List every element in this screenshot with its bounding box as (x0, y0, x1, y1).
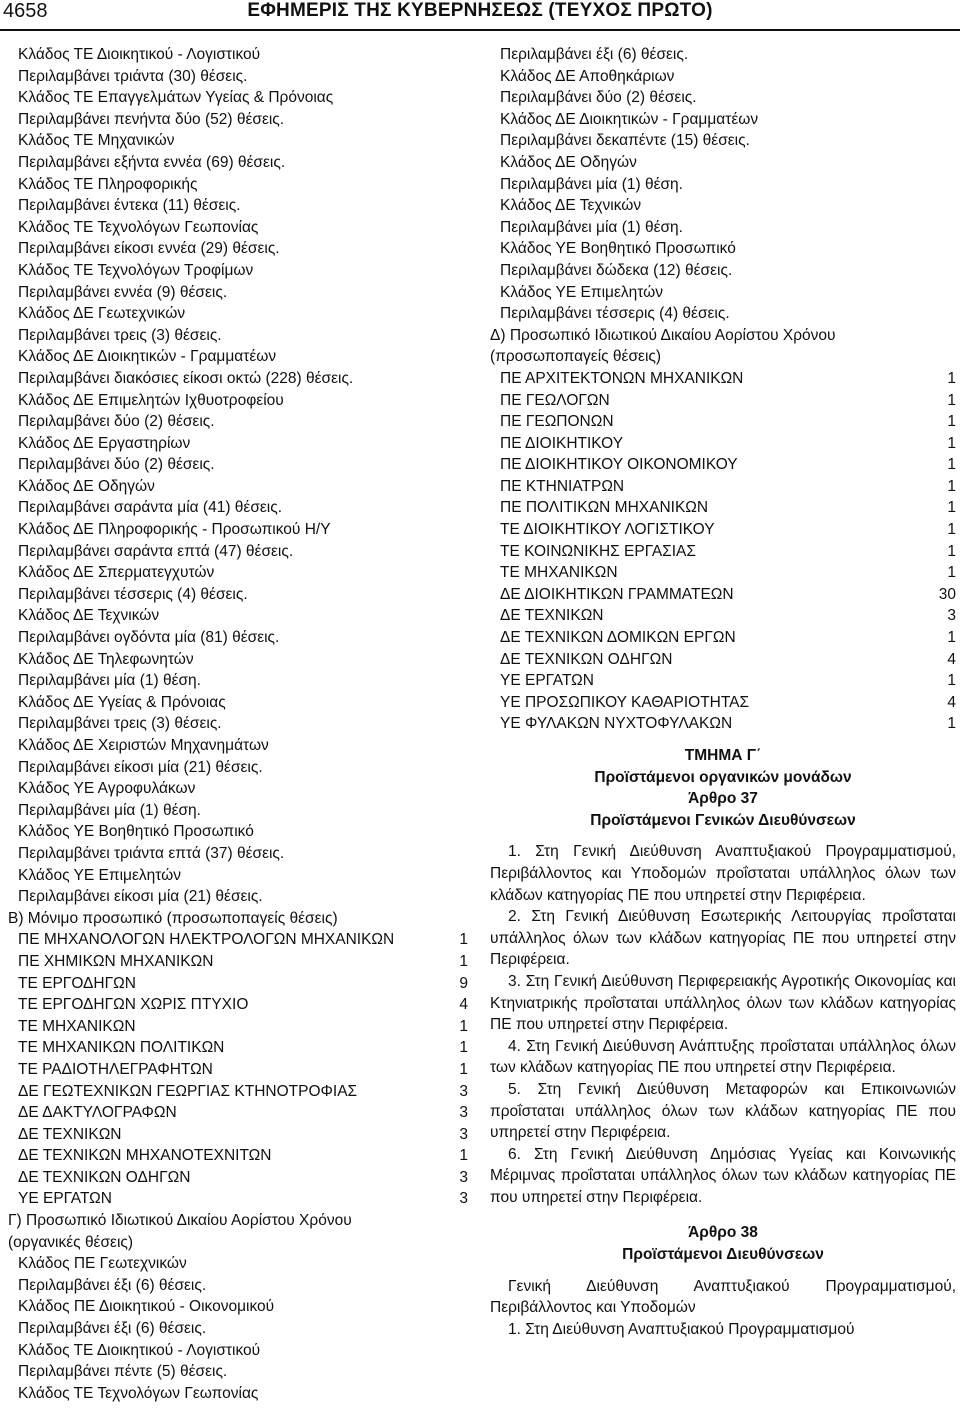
row-count: 1 (947, 672, 956, 690)
row-count: 1 (459, 1147, 468, 1165)
paragraph: 3. Στη Γενική Διεύθυνση Περιφερειακής Αγροτικής Οικονομίας και Κτηνιατρικής προΐσταται υπάλληλος όλων των κλάδων κατηγορίας ΠΕ που υπηρετεί στην Περιφέρεια. (490, 972, 956, 1034)
text-line: Περιλαμβάνει μία (1) θέση. (18, 801, 201, 819)
row-label: ΠΕ ΓΕΩΛΟΓΩΝ (500, 391, 610, 409)
text-line: Περιλαμβάνει δύο (2) θέσεις. (18, 456, 215, 474)
text-line: Περιλαμβάνει πέντε (5) θέσεις. (18, 1363, 228, 1381)
tmima-subtitle: Προϊστάμενοι οργανικών μονάδων (594, 768, 852, 786)
row-count: 9 (459, 974, 468, 992)
text-line: Περιλαμβάνει μία (1) θέση. (500, 218, 683, 236)
row-label: ΥΕ ΠΡΟΣΩΠΙΚΟΥ ΚΑΘΑΡΙΟΤΗΤΑΣ (500, 693, 750, 711)
text-line: Περιλαμβάνει πενήντα δύο (52) θέσεις. (18, 110, 285, 128)
paragraph: 2. Στη Γενική Διεύθυνση Εσωτερικής Λειτουργίας προΐσταται υπάλληλος όλων των κλάδων κατηγορίας ΠΕ που υπηρετεί στην Περιφέρεια. (490, 908, 956, 969)
row-count: 30 (938, 585, 956, 603)
row-count: 1 (947, 434, 956, 452)
row-label: ΠΕ ΜΗΧΑΝΟΛΟΓΩΝ ΗΛΕΚΤΡΟΛΟΓΩΝ ΜΗΧΑΝΙΚΩΝ (18, 931, 395, 949)
table-row (490, 519, 956, 541)
row-count: 1 (459, 1017, 468, 1035)
row-count: 3 (459, 1168, 468, 1186)
paragraph: 1. Στη Διεύθυνση Αναπτυξιακού Προγραμματισμού (508, 1320, 855, 1338)
row-count: 3 (459, 1125, 468, 1143)
spacer (490, 735, 956, 745)
text-line: Κλάδος ΔΕ Αποθηκάριων (500, 67, 675, 85)
table-d (490, 368, 956, 735)
row-count: 1 (947, 413, 956, 431)
row-label: ΔΕ ΤΕΧΝΙΚΩΝ ΜΗΧΑΝΟΤΕΧΝΙΤΩΝ (18, 1147, 272, 1165)
row-label: ΠΕ ΠΟΛΙΤΙΚΩΝ ΜΗΧΑΝΙΚΩΝ (500, 499, 709, 517)
row-label: ΠΕ ΔΙΟΙΚΗΤΙΚΟΥ ΟΙΚΟΝΟΜΙΚΟΥ (500, 456, 738, 474)
table-row (8, 994, 468, 1016)
paragraph: 4. Στη Γενική Διεύθυνση Ανάπτυξης προΐσταται υπάλληλος όλων των κλάδων κατηγορίας ΠΕ που υπηρετεί στην Περιφέρεια. (490, 1037, 956, 1077)
text-line: Περιλαμβάνει δύο (2) θέσεις. (500, 89, 697, 107)
spacer (490, 1266, 956, 1276)
page-header (0, 0, 960, 30)
table-row (8, 1124, 468, 1146)
row-label: ΠΕ ΓΕΩΠΟΝΩΝ (500, 413, 614, 431)
text-line: Κλάδος ΤΕ Τεχνολόγων Γεωπονίας (18, 1384, 259, 1402)
text-line: Κλάδος ΤΕ Διοικητικού - Λογιστικού (18, 46, 261, 63)
row-count: 1 (459, 952, 468, 970)
row-count: 4 (947, 693, 956, 711)
table-row (490, 627, 956, 649)
article-37-body (490, 841, 956, 1208)
row-count: 1 (947, 456, 956, 474)
row-label: ΤΕ ΜΗΧΑΝΙΚΩΝ (500, 564, 618, 582)
text-line: Περιλαμβάνει τρεις (3) θέσεις. (18, 715, 222, 733)
text-line: Κλάδος ΤΕ Επαγγελμάτων Υγείας & Πρόνοιας (18, 89, 334, 107)
row-count: 1 (459, 1060, 468, 1078)
text-line: Περιλαμβάνει έξι (6) θέσεις. (18, 1320, 207, 1338)
table-row (490, 390, 956, 412)
row-count: 3 (459, 1104, 468, 1122)
section-d-title-line2: (προσωποπαγείς θέσεις) (490, 348, 662, 366)
article-37-subtitle: Προϊστάμενοι Γενικών Διευθύνσεων (590, 811, 856, 829)
row-count: 3 (459, 1082, 468, 1100)
header-rule (0, 29, 960, 31)
text-line: Κλάδος ΔΕ Χειριστών Μηχανημάτων (18, 737, 269, 754)
text-line: Κλάδος ΔΕ Τηλεφωνητών (18, 650, 194, 668)
table-row (8, 951, 468, 973)
row-label: ΔΕ ΤΕΧΝΙΚΩΝ ΟΔΗΓΩΝ (18, 1168, 191, 1186)
row-label: ΔΕ ΔΙΟΙΚΗΤΙΚΩΝ ΓΡΑΜΜΑΤΕΩΝ (500, 585, 734, 603)
section-c-title-line1: Γ) Προσωπικό Ιδιωτικού Δικαίου Αορίστου Χρόνου (8, 1212, 352, 1230)
row-label: ΤΕ ΜΗΧΑΝΙΚΩΝ (18, 1017, 136, 1035)
text-line: Περιλαμβάνει τέσσερις (4) θέσεις. (18, 585, 248, 603)
text-line: Περιλαμβάνει έξι (6) θέσεις. (500, 46, 689, 63)
text-line: Περιλαμβάνει δώδεκα (12) θέσεις. (500, 261, 733, 279)
text-line: Κλάδος ΔΕ Πληροφορικής - Προσωπικού Η/Υ (18, 521, 331, 539)
table-row (8, 1102, 468, 1124)
row-label: ΔΕ ΤΕΧΝΙΚΩΝ ΔΟΜΙΚΩΝ ΕΡΓΩΝ (500, 629, 736, 647)
text-line: Κλάδος ΔΕ Επιμελητών Ιχθυοτροφείου (18, 391, 284, 409)
text-line: Κλάδος ΥΕ Βοηθητικό Προσωπικό (18, 823, 254, 841)
table-row (490, 454, 956, 476)
row-label: ΔΕ ΔΑΚΤΥΛΟΓΡΑΦΩΝ (18, 1104, 177, 1122)
article-38-subtitle: Προϊστάμενοι Διευθύνσεων (622, 1246, 824, 1264)
text-line: Κλάδος ΔΕ Σπερματεγχυτών (18, 564, 215, 582)
table-row (8, 1037, 468, 1059)
table-row (490, 411, 956, 433)
right-column (490, 44, 956, 1340)
table-row (8, 1145, 468, 1167)
text-line: Κλάδος ΥΕ Επιμελητών (500, 283, 663, 301)
text-line: Περιλαμβάνει μία (1) θέση. (500, 175, 683, 193)
row-label: ΥΕ ΕΡΓΑΤΩΝ (18, 1190, 112, 1208)
left-branch-list (8, 44, 468, 908)
row-count: 1 (947, 391, 956, 409)
row-label: ΥΕ ΦΥΛΑΚΩΝ ΝΥΧΤΟΦΥΛΑΚΩΝ (500, 715, 733, 733)
text-line: Κλάδος ΔΕ Τεχνικών (500, 197, 642, 215)
table-row (490, 584, 956, 606)
row-count: 3 (459, 1190, 468, 1208)
text-line: Περιλαμβάνει έντεκα (11) θέσεις. (18, 197, 241, 215)
article-37-title: Άρθρο 37 (688, 790, 758, 808)
table-b (8, 929, 468, 1210)
row-label: ΤΕ ΔΙΟΙΚΗΤΙΚΟΥ ΛΟΓΙΣΤΙΚΟΥ (500, 521, 715, 539)
paragraph: Γενική Διεύθυνση Αναπτυξιακού Προγραμματισμού, Περιβάλλοντος και Υποδομών (490, 1277, 956, 1317)
row-label: ΤΕ ΜΗΧΑΝΙΚΩΝ ΠΟΛΙΤΙΚΩΝ (18, 1039, 225, 1057)
right-branch-list (490, 44, 956, 325)
table-row (490, 562, 956, 584)
paragraph: 1. Στη Γενική Διεύθυνση Αναπτυξιακού Προγραμματισμού, Περιβάλλοντος και Υποδομών προΐσταται υπάλληλος όλων των κλάδων κατηγορίας ΠΕ που υπηρετεί στην Περιφέρεια. (490, 843, 956, 904)
row-label: ΤΕ ΕΡΓΟΔΗΓΩΝ (18, 974, 136, 992)
article-38-body (490, 1276, 956, 1341)
row-label: ΤΕ ΚΟΙΝΩΝΙΚΗΣ ΕΡΓΑΣΙΑΣ (500, 542, 696, 560)
text-line: Κλάδος ΔΕ Τεχνικών (18, 607, 160, 625)
table-row (8, 929, 468, 951)
text-line: Περιλαμβάνει είκοσι εννέα (29) θέσεις. (18, 240, 280, 258)
text-line: Περιλαμβάνει δεκαπέντε (15) θέσεις. (500, 132, 750, 150)
table-row (8, 1081, 468, 1103)
text-line: Περιλαμβάνει ογδόντα μία (81) θέσεις. (18, 629, 280, 647)
table-row (490, 649, 956, 671)
text-line: Κλάδος ΤΕ Διοικητικού - Λογιστικού (18, 1341, 261, 1359)
table-row (490, 368, 956, 390)
text-line: Περιλαμβάνει τριάντα επτά (37) θέσεις. (18, 844, 285, 862)
text-line: Κλάδος ΠΕ Διοικητικού - Οικονομικού (18, 1298, 275, 1316)
text-line: Κλάδος ΥΕ Επιμελητών (18, 866, 181, 884)
section-d-title-line1: Δ) Προσωπικό Ιδιωτικού Δικαίου Αορίστου Χρόνου (490, 326, 836, 344)
row-count: 1 (947, 715, 956, 733)
table-row (490, 433, 956, 455)
row-count: 1 (947, 477, 956, 495)
row-label: ΔΕ ΓΕΩΤΕΧΝΙΚΩΝ ΓΕΩΡΓΙΑΣ ΚΤΗΝΟΤΡΟΦΙΑΣ (18, 1082, 358, 1100)
text-line: Κλάδος ΔΕ Διοικητικών - Γραμματέων (500, 110, 759, 128)
text-line: Περιλαμβάνει τρεις (3) θέσεις. (18, 326, 222, 344)
table-row (8, 1059, 468, 1081)
table-row (8, 973, 468, 995)
text-line: Κλάδος ΤΕ Μηχανικών (18, 132, 175, 150)
table-row (490, 497, 956, 519)
text-line: Περιλαμβάνει είκοσι μία (21) θέσεις. (18, 888, 263, 906)
table-row (490, 670, 956, 692)
text-line: Κλάδος ΤΕ Πληροφορικής (18, 175, 198, 193)
text-line: Περιλαμβάνει δύο (2) θέσεις. (18, 413, 215, 431)
row-label: ΠΕ ΚΤΗΝΙΑΤΡΩΝ (500, 477, 625, 495)
text-line: Κλάδος ΤΕ Τεχνολόγων Τροφίμων (18, 261, 254, 279)
publication-title: ΕΦΗΜΕΡΙΣ ΤΗΣ ΚΥΒΕΡΝΗΣΕΩΣ (ΤΕΥΧΟΣ ΠΡΩΤΟ) (247, 0, 713, 21)
table-row (490, 476, 956, 498)
row-label: ΠΕ ΔΙΟΙΚΗΤΙΚΟΥ (500, 434, 624, 452)
table-row (8, 1167, 468, 1189)
row-count: 1 (947, 499, 956, 517)
tmima-title: ΤΜΗΜΑ Γ΄ (684, 747, 762, 764)
row-label: ΠΕ ΧΗΜΙΚΩΝ ΜΗΧΑΝΙΚΩΝ (18, 952, 214, 970)
text-line: Περιλαμβάνει μία (1) θέση. (18, 672, 201, 690)
row-label: ΔΕ ΤΕΧΝΙΚΩΝ (18, 1125, 122, 1143)
row-count: 1 (947, 369, 956, 387)
text-line: Κλάδος ΤΕ Τεχνολόγων Γεωπονίας (18, 218, 259, 236)
text-line: Περιλαμβάνει εννέα (9) θέσεις. (18, 283, 228, 301)
spacer (490, 831, 956, 841)
text-line: Κλάδος ΔΕ Υγείας & Πρόνοιας (18, 693, 226, 711)
page-number: 4658 (3, 0, 48, 22)
table-row (8, 1016, 468, 1038)
paragraph: 6. Στη Γενική Διεύθυνση Δημόσιας Υγείας και Κοινωνικής Μέριμνας προΐσταται υπάλληλος όλων των κλάδων κατηγορίας ΠΕ που υπηρετεί στην Περιφέρεια. (490, 1145, 956, 1206)
text-line: Κλάδος ΠΕ Γεωτεχνικών (18, 1255, 187, 1273)
text-line: Περιλαμβάνει τριάντα (30) θέσεις. (18, 67, 248, 85)
table-row (490, 692, 956, 714)
left-column (8, 44, 468, 1404)
text-line: Περιλαμβάνει σαράντα μία (41) θέσεις. (18, 499, 283, 517)
section-c-title-line2: (οργανικές θέσεις) (8, 1233, 134, 1251)
section-b-title: Β) Μόνιμο προσωπικό (προσωποπαγείς θέσεις) (8, 909, 338, 927)
row-count: 3 (947, 607, 956, 625)
row-label: ΠΕ ΑΡΧΙΤΕΚΤΟΝΩΝ ΜΗΧΑΝΙΚΩΝ (500, 369, 744, 387)
spacer (490, 1208, 956, 1222)
row-count: 1 (947, 564, 956, 582)
text-line: Περιλαμβάνει σαράντα επτά (47) θέσεις. (18, 542, 294, 560)
row-label: ΔΕ ΤΕΧΝΙΚΩΝ ΟΔΗΓΩΝ (500, 650, 673, 668)
text-line: Περιλαμβάνει έξι (6) θέσεις. (18, 1276, 207, 1294)
row-count: 1 (947, 629, 956, 647)
text-line: Κλάδος ΔΕ Οδηγών (18, 477, 155, 495)
text-line: Περιλαμβάνει διακόσιες είκοσι οκτώ (228) θέσεις. (18, 369, 354, 387)
text-line: Κλάδος ΔΕ Διοικητικών - Γραμματέων (18, 348, 277, 366)
text-line: Κλάδος ΥΕ Αγροφυλάκων (18, 780, 196, 798)
text-line: Περιλαμβάνει εξήντα εννέα (69) θέσεις. (18, 153, 286, 171)
paragraph: 5. Στη Γενική Διεύθυνση Μεταφορών και Επικοινωνιών προΐσταται υπάλληλος όλων των κλάδων κατηγορίας ΠΕ που υπηρετεί στην Περιφέρεια. (490, 1080, 956, 1142)
row-label: ΥΕ ΕΡΓΑΤΩΝ (500, 672, 594, 690)
table-row (8, 1188, 468, 1210)
text-line: Περιλαμβάνει τέσσερις (4) θέσεις. (500, 305, 730, 323)
row-label: ΤΕ ΡΑΔΙΟΤΗΛΕΓΡΑΦΗΤΩΝ (18, 1060, 213, 1078)
row-label: ΤΕ ΕΡΓΟΔΗΓΩΝ ΧΩΡΙΣ ΠΤΥΧΙΟ (18, 996, 249, 1014)
table-row (490, 541, 956, 563)
row-count: 1 (459, 931, 468, 949)
row-label: ΔΕ ΤΕΧΝΙΚΩΝ (500, 607, 604, 625)
article-38-title: Άρθρο 38 (688, 1224, 758, 1242)
table-row (490, 605, 956, 627)
text-line: Κλάδος ΥΕ Βοηθητικό Προσωπικό (500, 240, 736, 258)
row-count: 1 (947, 521, 956, 539)
row-count: 4 (459, 996, 468, 1014)
text-line: Κλάδος ΔΕ Οδηγών (500, 153, 637, 171)
text-line: Περιλαμβάνει είκοσι μία (21) θέσεις. (18, 758, 263, 776)
table-row (490, 713, 956, 735)
row-count: 4 (947, 650, 956, 668)
row-count: 1 (459, 1039, 468, 1057)
text-line: Κλάδος ΔΕ Εργαστηρίων (18, 434, 191, 452)
left-branch-list-c (8, 1253, 468, 1404)
row-count: 1 (947, 542, 956, 560)
text-line: Κλάδος ΔΕ Γεωτεχνικών (18, 305, 186, 323)
